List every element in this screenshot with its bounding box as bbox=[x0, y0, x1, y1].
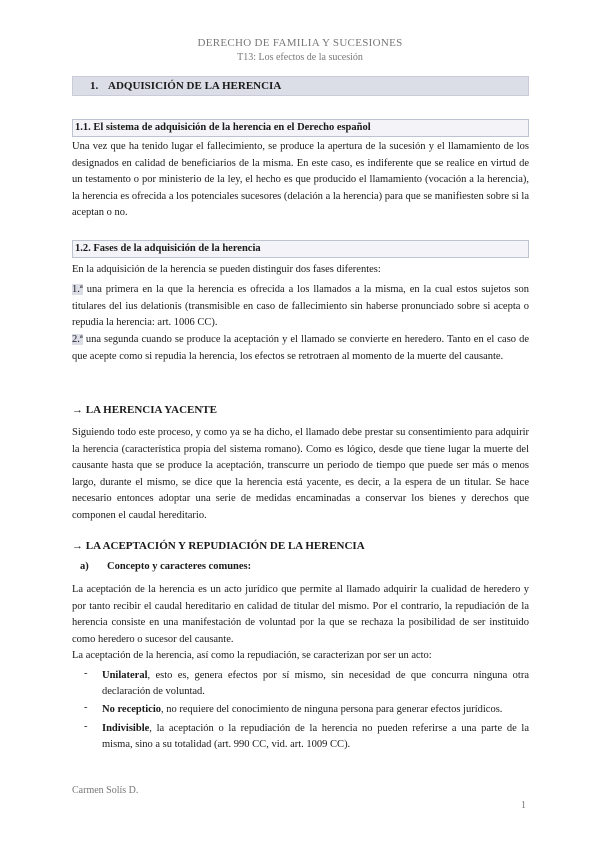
list-item-term: Unilateral bbox=[102, 670, 148, 681]
list-item-text: , esto es, genera efectos por sí mismo, sin necesidad de que concurra ninguna otra declaración de voluntad. bbox=[102, 670, 529, 697]
list-item-term: Indivisible bbox=[102, 723, 150, 734]
characteristics-intro: La aceptación de la herencia, así como la repudiación, se caracterizan por ser un acto: bbox=[72, 650, 432, 661]
section-1-title: ADQUISICIÓN DE LA HERENCIA bbox=[108, 80, 282, 92]
phase-2-text: una segunda cuando se produce la aceptación y el llamado se convierte en heredero. Tanto en el caso de que acepte como si repudia la herencia, los efectos se retrotraen al momento de la muerte del causante. bbox=[72, 334, 529, 362]
heading-1-1: 1.1. El sistema de adquisición de la herencia en el Derecho español bbox=[72, 119, 529, 137]
list-item-text: , no requiere del conocimiento de ninguna persona para generar efectos jurídicos. bbox=[161, 704, 503, 715]
subheading-concepto bbox=[80, 561, 251, 572]
heading-1-2: 1.2. Fases de la adquisición de la herencia bbox=[72, 240, 529, 258]
list-item-no-recepticio bbox=[102, 702, 529, 718]
list-item-text: , la aceptación o la repudiación de la herencia no pueden referirse a una parte de la misma, sino a su totalidad (art. 990 CC, vid. art. 1009 CC). bbox=[102, 723, 529, 750]
paragraph-concepto: La aceptación de la herencia es un acto jurídico que permite al llamado adquirir la cualidad de heredero y por tanto recibir el caudal hereditario en calidad de titular del mismo. Por el contrario, la repudiación de la herencia consiste en una manifestación de voluntad por la que se rechaza la posibilidad de ser instituido como heredero o sucesor del causante. bbox=[72, 584, 529, 645]
phase-2-paragraph bbox=[72, 332, 529, 365]
list-item-indivisible bbox=[102, 721, 529, 753]
phases-intro: En la adquisición de la herencia se pueden distinguir dos fases diferentes: bbox=[72, 264, 381, 275]
phase-2-label: 2.ª bbox=[72, 334, 83, 345]
heading-aceptacion-repudiacion: → LA ACEPTACIÓN Y REPUDIACIÓN DE LA HERENCIA bbox=[72, 540, 365, 552]
phase-1-text: una primera en la que la herencia es ofrecida a los llamados a la misma, en la cual estos sujetos son titulares del ius delationis (transmisible en caso de fallecimiento sin haberse pronunciado sobre si acepta o repudia la herencia: art. 1006 CC). bbox=[72, 284, 529, 328]
page-number: 1 bbox=[521, 800, 526, 811]
list-item-unilateral bbox=[102, 668, 529, 700]
running-header-title: DERECHO DE FAMILIA Y SUCESIONES bbox=[197, 37, 403, 49]
heading-herencia-yacente: → LA HERENCIA YACENTE bbox=[72, 404, 217, 416]
running-header-subtitle: T13: Los efectos de la sucesión bbox=[237, 52, 363, 63]
list-bullet: - bbox=[84, 721, 88, 732]
list-bullet: - bbox=[84, 668, 88, 679]
phase-1-label: 1.ª bbox=[72, 284, 83, 295]
footer-author: Carmen Solís D. bbox=[72, 785, 139, 796]
paragraph-1-1: Una vez que ha tenido lugar el fallecimiento, se produce la apertura de la sucesión y el llamamiento de los designados en calidad de beneficiarios de la misma. En este caso, es indiferente que se realice en virtud de un testamento o por ministerio de la ley, el hecho es que producido el llamamiento (vocación a la herencia), la herencia es ofrecida a los potenciales sucesores (delación a la herencia) para que se manifiesten sobre si la aceptan o no. bbox=[72, 141, 529, 218]
subheading-label: a) bbox=[80, 561, 89, 572]
section-1-number: 1. bbox=[90, 80, 99, 92]
list-item-term: No recepticio bbox=[102, 704, 161, 715]
paragraph-herencia-yacente: Siguiendo todo este proceso, y como ya se ha dicho, el llamado debe prestar su consentimiento para adquirir la herencia (característica propia del sistema romano). Como es lógico, desde que tiene lugar la muerte del causante hasta que se produce la aceptación, transcurre un periodo de tiempo que puede ser más o menos largo, durante el mismo, se dice que la herencia está yacente, es decir, a la espera de un titular. Se hace necesario entonces adoptar una serie de medidas encaminadas a conservar los bienes y derechos que componen el caudal hereditario. bbox=[72, 427, 529, 521]
list-bullet: - bbox=[84, 702, 88, 713]
subheading-title: Concepto y caracteres comunes: bbox=[107, 561, 252, 572]
section-1-heading-bar bbox=[72, 76, 529, 96]
phase-1-paragraph bbox=[72, 282, 529, 332]
